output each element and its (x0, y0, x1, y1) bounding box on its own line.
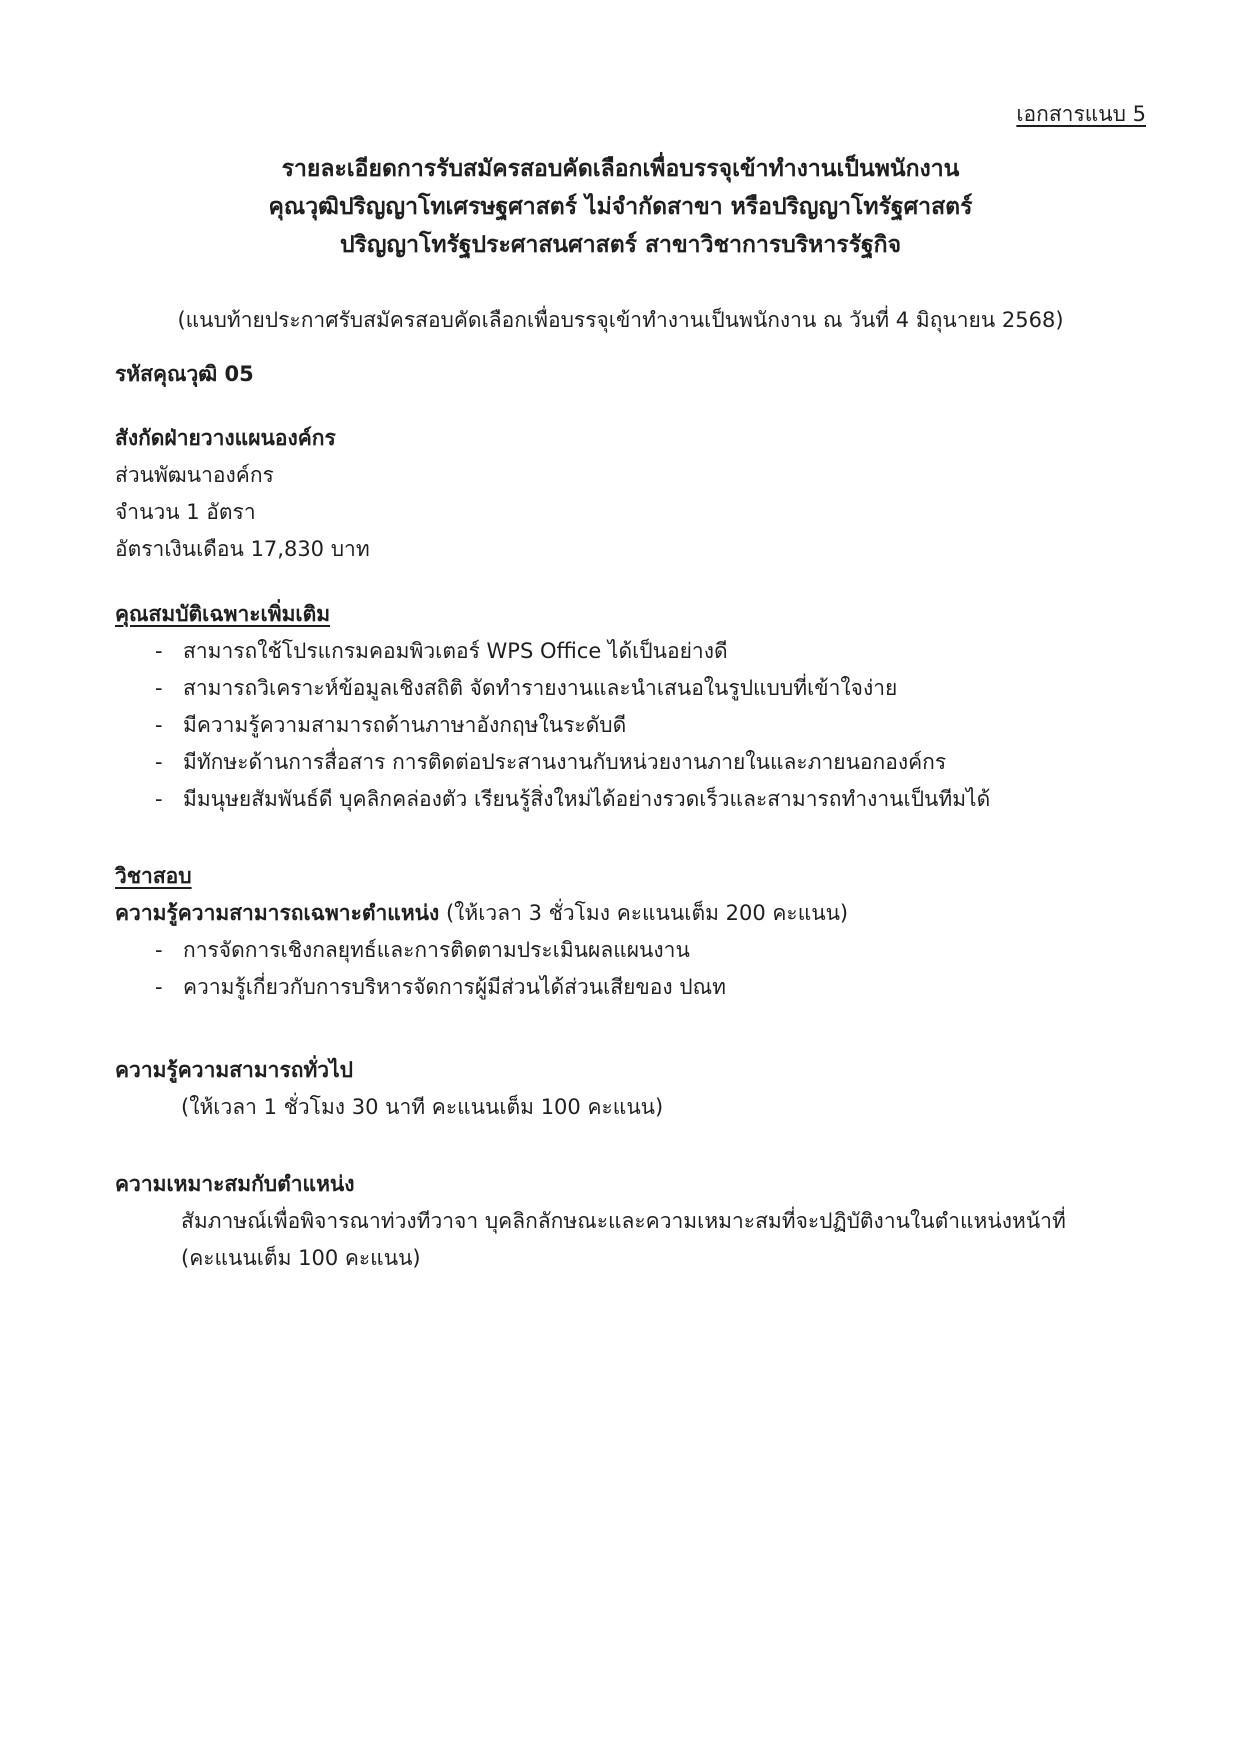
salary: อัตราเงินเดือน 17,830 บาท (115, 537, 370, 561)
document-subtitle: (แนบท้ายประกาศรับสมัครสอบคัดเลือกเพื่อบรรจุเข้าทำงานเป็นพนักงาน ณ วันที่ 4 มิถุนายน 2568) (177, 308, 1064, 332)
list-item-text: มีความรู้ความสามารถด้านภาษาอังกฤษในระดับดี (183, 713, 627, 737)
specific-exam-list (115, 932, 848, 1006)
list-item: - มีมนุษยสัมพันธ์ดี บุคลิกคล่องตัว เรียนรู้สิ่งใหม่ได้อย่างรวดเร็วและสามารถทำงานเป็นทีมได้ (155, 787, 991, 811)
specific-exam-detail: (ให้เวลา 3 ชั่วโมง คะแนนเต็ม 200 คะแนน) (445, 901, 849, 925)
position-code: รหัสคุณวุฒิ 05 (115, 362, 254, 386)
list-item-text: ความรู้เกี่ยวกับการบริหารจัดการผู้มีส่วนได้ส่วนเสียของ ปณท (183, 975, 726, 999)
suitability-detail: สัมภาษณ์เพื่อพิจารณาท่วงทีวาจา บุคลิกลักษณะและความเหมาะสมที่จะปฏิบัติงานในตำแหน่งหน้าที่ (181, 1209, 1066, 1233)
qualifications-heading: คุณสมบัติเฉพาะเพิ่มเติม (115, 602, 331, 626)
list-item: - ความรู้เกี่ยวกับการบริหารจัดการผู้มีส่วนได้ส่วนเสียของ ปณท (155, 975, 726, 999)
list-item: - มีความรู้ความสามารถด้านภาษาอังกฤษในระดับดี (155, 713, 627, 737)
attachment-label: เอกสารแนบ 5 (1016, 102, 1146, 126)
exam-heading: วิชาสอบ (115, 864, 192, 888)
general-exam-section (115, 1052, 663, 1126)
general-exam-title: ความรู้ความสามารถทั่วไป (115, 1058, 353, 1082)
specific-exam-title: ความรู้ความสามารถเฉพาะตำแหน่ง (115, 901, 440, 925)
list-item-text: สามารถใช้โปรแกรมคอมพิวเตอร์ WPS Office ได้เป็นอย่างดี (183, 639, 728, 663)
division: ส่วนพัฒนาองค์กร (115, 463, 274, 487)
exam-section (115, 858, 848, 1006)
qualifications-section (115, 596, 990, 818)
qualifications-list (115, 633, 990, 818)
list-item: - สามารถวิเคราะห์ข้อมูลเชิงสถิติ จัดทำรายงานและนำเสนอในรูปแบบที่เข้าใจง่าย (155, 676, 898, 700)
position-info-section (115, 420, 370, 568)
suitability-score: (คะแนนเต็ม 100 คะแนน) (181, 1246, 421, 1270)
general-exam-detail: (ให้เวลา 1 ชั่วโมง 30 นาที คะแนนเต็ม 100 คะแนน) (181, 1095, 664, 1119)
title-line: รายละเอียดการรับสมัครสอบคัดเลือกเพื่อบรรจุเข้าทำงานเป็นพนักงาน (281, 156, 960, 182)
suitability-title: ความเหมาะสมกับตำแหน่ง (115, 1172, 355, 1196)
document-title (0, 150, 1241, 264)
specific-exam-line (115, 895, 848, 932)
title-line: ปริญญาโทรัฐประศาสนศาสตร์ สาขาวิชาการบริหารรัฐกิจ (339, 232, 902, 258)
department: สังกัดฝ่ายวางแผนองค์กร (115, 426, 336, 450)
suitability-section (115, 1166, 1066, 1277)
list-item-text: มีทักษะด้านการสื่อสาร การติดต่อประสานงานกับหน่วยงานภายในและภายนอกองค์กร (183, 750, 947, 774)
position-code-section (115, 356, 254, 393)
list-item-text: มีมนุษยสัมพันธ์ดี บุคลิกคล่องตัว เรียนรู้สิ่งใหม่ได้อย่างรวดเร็วและสามารถทำงานเป็นทีมได้ (183, 787, 991, 811)
list-item: - สามารถใช้โปรแกรมคอมพิวเตอร์ WPS Office ได้เป็นอย่างดี (155, 639, 728, 663)
list-item: - มีทักษะด้านการสื่อสาร การติดต่อประสานงานกับหน่วยงานภายในและภายนอกองค์กร (155, 750, 947, 774)
list-item-text: การจัดการเชิงกลยุทธ์และการติดตามประเมินผลแผนงาน (183, 938, 690, 962)
quota: จำนวน 1 อัตรา (115, 500, 256, 524)
list-item: - การจัดการเชิงกลยุทธ์และการติดตามประเมินผลแผนงาน (155, 938, 690, 962)
list-item-text: สามารถวิเคราะห์ข้อมูลเชิงสถิติ จัดทำรายงานและนำเสนอในรูปแบบที่เข้าใจง่าย (183, 676, 898, 700)
title-line: คุณวุฒิปริญญาโทเศรษฐศาสตร์ ไม่จำกัดสาขา หรือปริญญาโทรัฐศาสตร์ (268, 194, 973, 220)
